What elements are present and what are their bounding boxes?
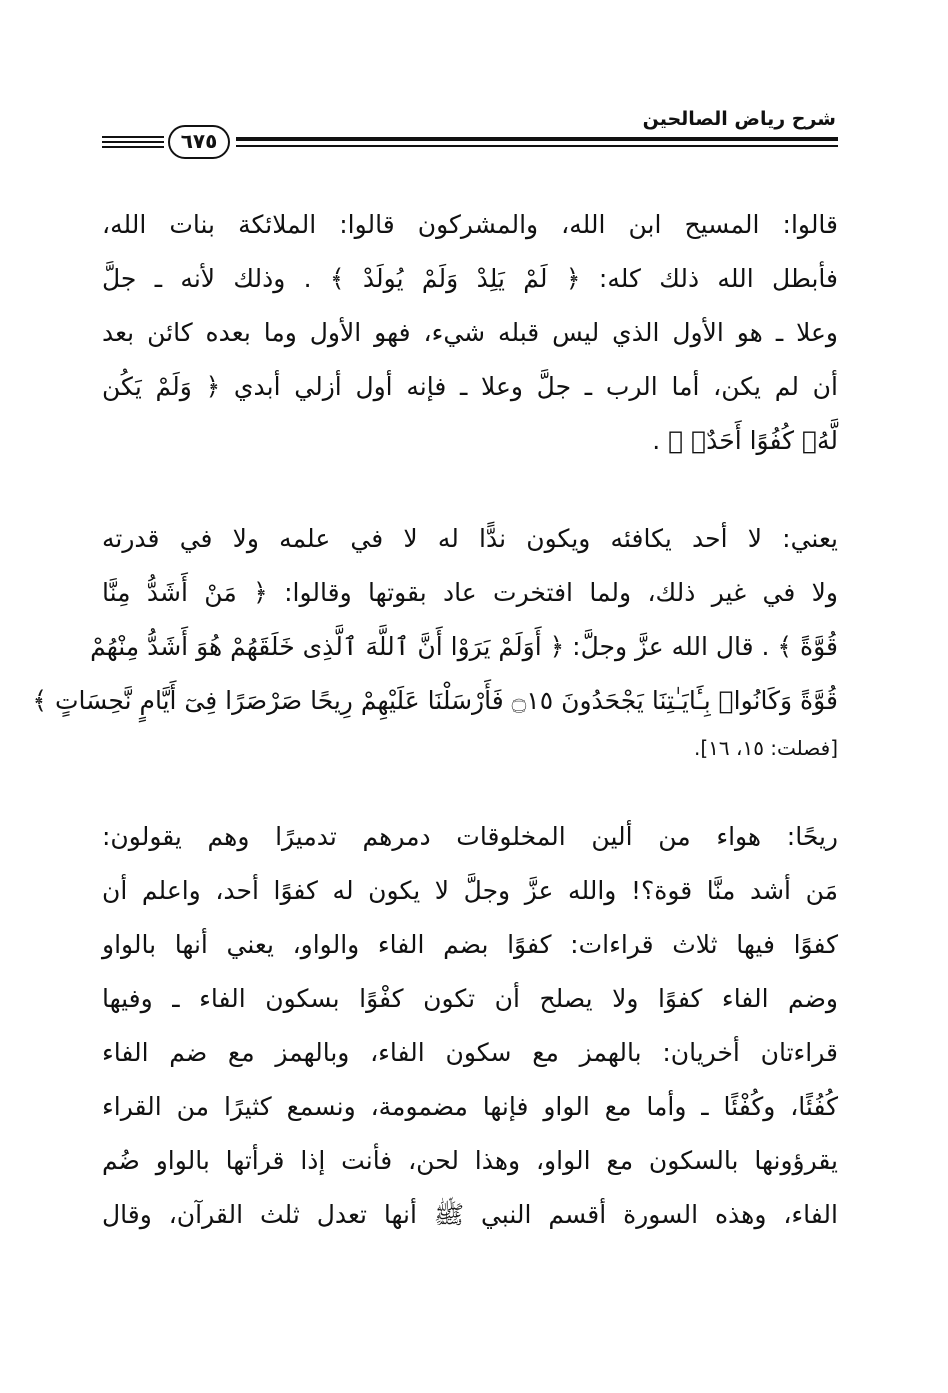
text-line: مَن أشد منَّا قوة؟! والله عزَّ وجلَّ لا يكون له كفوًا أحد، واعلم أن <box>102 876 838 905</box>
quran-verse-line: قُوَّةً ﴾ . قال الله عزَّ وجلَّ: ﴿ أَوَلَمْ يَرَوْا أَنَّ ٱللَّهَ ٱلَّذِى خَلَقَهُمْ هُوَ أَشَدُّ مِنْهُمْ <box>90 632 838 661</box>
header-rule-thick <box>236 137 838 141</box>
running-header-title: شرح رياض الصالحين <box>642 108 836 130</box>
quran-verse-line: قُوَّةً وَكَانُوا۟ بِـَٔايَـٰتِنَا يَجْحَدُونَ ۝١٥ فَأَرْسَلْنَا عَلَيْهِمْ رِيحًا صَرْصَرًا فِىٓ أَيَّامٍ نَّحِسَاتٍ ﴾ <box>32 686 838 715</box>
text-line: فأبطل الله ذلك كله: ﴿ لَمْ يَلِدْ وَلَمْ يُولَدْ ﴾ . وذلك لأنه ـ جلَّ <box>102 264 838 293</box>
text-line: كفوًا فيها ثلاث قراءات: كفوًا بضم الفاء والواو، يعني أنها بالواو <box>102 930 838 959</box>
text-line: أن لم يكن، أما الرب ـ جلَّ وعلا ـ فإنه أول أزلي أبدي ﴿ وَلَمْ يَكُن <box>102 372 838 401</box>
text-line: يقرؤونها بالسكون مع الواو، وهذا لحن، فأنت إذا قرأتها بالواو ضُم <box>102 1146 838 1175</box>
text-line: قالوا: المسيح ابن الله، والمشركون قالوا: الملائكة بنات الله، <box>102 210 838 239</box>
text-line: كُفُئًا، وكُفْئًا ـ وأما مع الواو فإنها مضمومة، ونسمع كثيرًا من القراء <box>102 1092 838 1121</box>
verse-reference: [فصلت: ١٥، ١٦]. <box>693 736 838 760</box>
paragraph-3 <box>102 810 838 1242</box>
text-line: ولا في غير ذلك، ولما افتخرت عاد بقوتها وقالوا: ﴿ مَنْ أَشَدُّ مِنَّا <box>102 578 838 607</box>
header-rule-thin <box>236 145 838 147</box>
header-rule-left-1 <box>102 136 164 138</box>
text-line: يعني: لا أحد يكافئه ويكون ندًّا له لا في علمه ولا في قدرته <box>102 524 838 553</box>
text-line: ريحًا: هواء من ألين المخلوقات دمرهم تدميرًا وهم يقولون: <box>102 822 838 851</box>
paragraph-1 <box>102 198 838 468</box>
text-line: وعلا ـ هو الأول الذي ليس قبله شيء، فهو الأول وما بعده كائن بعد <box>102 318 838 347</box>
header-rule-left-2 <box>102 141 164 143</box>
text-line: قراءتان أخريان: بالهمز مع سكون الفاء، وبالهمز مع ضم الفاء <box>102 1038 838 1067</box>
text-line: وضم الفاء كفوًا ولا يصلح أن تكون كفْوًا بسكون الفاء ـ وفيها <box>102 984 838 1013</box>
paragraph-2 <box>32 512 838 768</box>
text-line: الفاء، وهذه السورة أقسم النبي ﷺ أنها تعدل ثلث القرآن، وقال <box>102 1200 838 1229</box>
header-rule-left-3 <box>102 146 164 148</box>
text-line: لَّهُۥ كُفُوًا أَحَدٌۢ ﴾ . <box>652 426 838 455</box>
page-number-badge: ٦٧٥ <box>168 125 230 159</box>
